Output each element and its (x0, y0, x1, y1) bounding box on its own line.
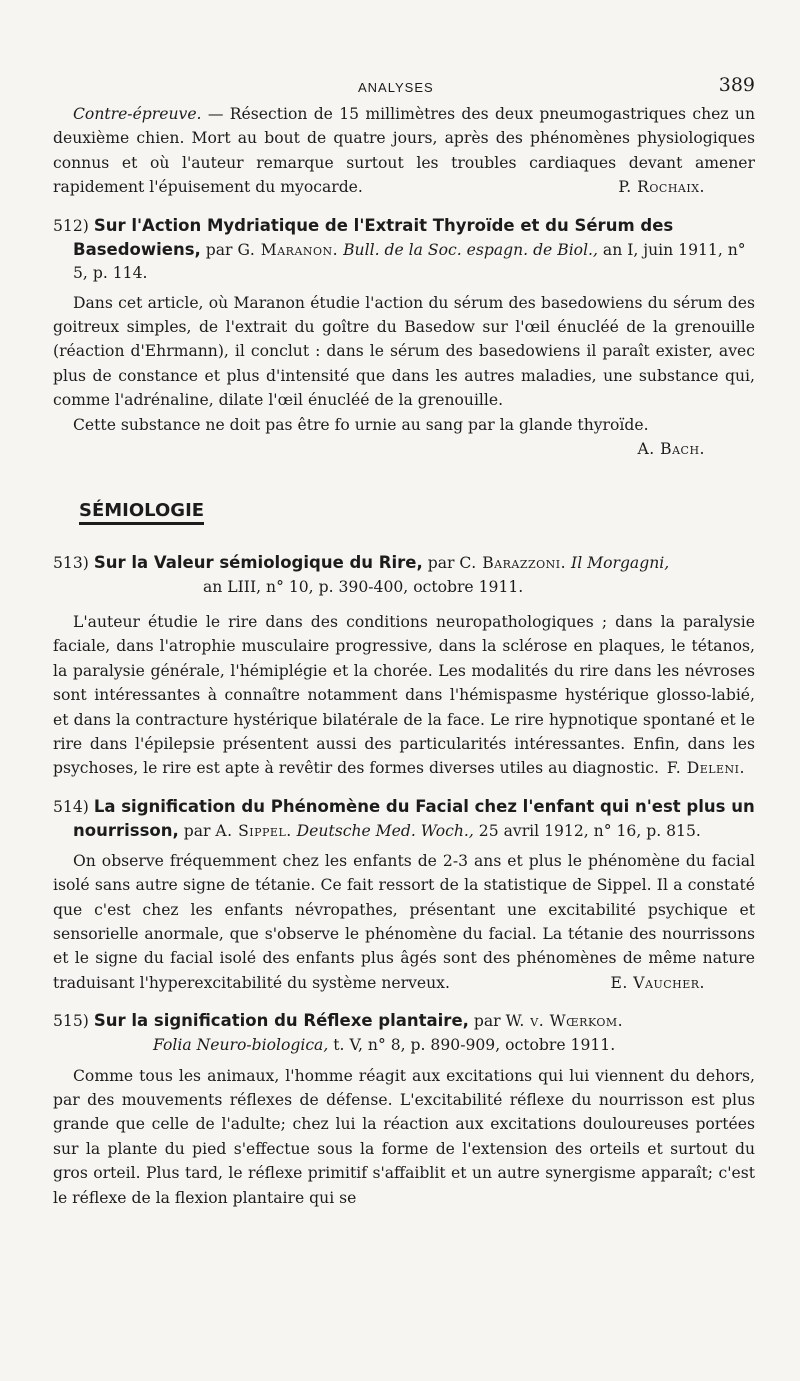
article-title: Sur la signification du Réflexe plantaire, (93, 1011, 469, 1031)
article-author: G. Maranon. (237, 240, 339, 259)
page (53, 72, 755, 1210)
intro-signature: P. Rochaix. (618, 178, 705, 197)
article-title: Sur l'Action Mydriatique de l'Extrait Thyroïde et du Sérum des Basedowiens, (73, 215, 674, 259)
article-ref: an LIII, n° 10, p. 390-400, octobre 1911. (203, 578, 524, 597)
article-journal: Il Morgagni, (566, 554, 670, 573)
section-title: SÉMIOLOGIE (79, 501, 204, 525)
article-ref: t. V, n° 8, p. 890-909, octobre 1911. (328, 1036, 616, 1055)
article-heading: 513) Sur la Valeur sémiologique du Rire, par C. Barazzoni. Il Morgagni, (53, 553, 670, 573)
article-heading: 512) Sur l'Action Mydriatique de l'Extrait Thyroïde et du Sérum des Basedowiens, par G. Maranon. Bull. de la Soc. espagn. de Biol., an I, juin 1911, n° 5, p. 114. (53, 215, 746, 282)
article-title: La signification du Phénomène du Facial chez l'enfant qui n'est plus un nourrisson, (73, 796, 755, 840)
article-journal: Bull. de la Soc. espagn. de Biol., (338, 240, 598, 259)
article-512 (53, 214, 755, 462)
article-ref: 25 avril 1912, n° 16, p. 815. (473, 821, 701, 840)
article-title: Sur la Valeur sémiologique du Rire, (93, 553, 423, 573)
article-journal: Folia Neuro-biologica, (153, 1036, 329, 1055)
intro-lead: Contre-épreuve. (73, 105, 202, 123)
article-author: W. v. Wœrkom. (505, 1012, 624, 1031)
article-paragraph: On observe fréquemment chez les enfants de 2-3 ans et plus le phénomène du facial isolé sans autre signe de tétanie. Ce fait ressort de la statistique de Sippel. Il a constaté que c'est chez les enfants névropathes, présentant une excitabilité psychique et sensorielle anormale, que s'observe le phénomène du facial. La tétanie des nourrissons et le signe du facial isolé des enfants plus âgés sont des phénomènes de même nature traduisant l'hyperexcitabilité du système nerveux. (53, 851, 755, 992)
article-paragraph: Dans cet article, où Maranon étudie l'action du sérum des basedowiens du sérum des goitreux simples, de l'extrait du goître du Basedow sur l'œil énucléé de la grenouille (réaction d'Ehrmann), il conclut : dans le sérum des basedowiens il paraît exister, avec plus de constance et plus d'intensité que dans les autres maladies, une substance qui, comme l'adrénaline, dilate l'œil énucléé de la grenouille. (53, 293, 755, 410)
running-head (53, 72, 755, 98)
article-paragraph: Comme tous les animaux, l'homme réagit aux excitations qui lui viennent du dehors, par des mouvements réflexes de défense. L'excitabilité réflexe du nourrisson est plus grande que celle de l'adulte; chez lui la réaction aux excitations douloureuses portées sur la plante du pied s'effectue sous la forme de l'extension des orteils et surtout du gros orteil. Plus tard, le réflexe primitif s'affaiblit et un autre synergisme apparaît; c'est le réflexe de la flexion plantaire qui se (53, 1066, 755, 1207)
article-author: A. Sippel. (215, 821, 292, 840)
intro-text: — Résection de 15 millimètres des deux pneumogastriques chez un deuxième chien. Mort au bout de quatre jours, après des phénomènes physiologiques connus et où l'auteur remarque surtout les troubles cardiaques devant amener rapidement l'épuisement du myocarde. (53, 105, 755, 197)
article-515 (53, 1009, 755, 1210)
article-author: C. Barazzoni. (459, 554, 567, 573)
article-journal: Deutsche Med. Woch., (291, 821, 474, 840)
article-heading: 515) Sur la signification du Réflexe plantaire, par W. v. Wœrkom. (53, 1011, 624, 1031)
article-513 (53, 551, 755, 780)
article-ref-line (53, 1033, 755, 1057)
article-signature: F. Deleni. (666, 759, 745, 778)
article-signature: E. Vaucher. (610, 973, 705, 992)
article-paragraph: L'auteur étudie le rire dans des conditions neuropathologiques ; dans la paralysie faciale, dans l'atrophie musculaire progressive, dans la sclérose en plaques, le tétanos, la paralysie générale, l'hémiplégie et la chorée. Les modalités du rire dans les névroses sont intéressantes à connaître notamment dans l'hémispasme hystérique glosso-labié, et dans la contracture hystérique bilatérale de la face. Le rire hypnotique spontané et le rire dans l'épilepsie présentent aussi des particularités intéressantes. Enfin, dans les psychoses, le rire est apte à revêtir des formes diverses utiles au diagnostic. (53, 612, 755, 778)
page-number: 389 (718, 74, 755, 96)
article-signature: A. Bach. (637, 440, 705, 459)
article-514 (53, 795, 755, 995)
running-title: ANALYSES (358, 80, 434, 95)
article-heading: 514) La signification du Phénomène du Facial chez l'enfant qui n'est plus un nourrisson, par A. Sippel. Deutsche Med. Woch., 25 avril 1912, n° 16, p. 815. (53, 796, 755, 840)
article-paragraph: Cette substance ne doit pas être fo urnie au sang par la glande thyroïde. (73, 415, 649, 434)
article-ref: an I, juin 1911, n° 5, p. 114. (73, 240, 746, 282)
